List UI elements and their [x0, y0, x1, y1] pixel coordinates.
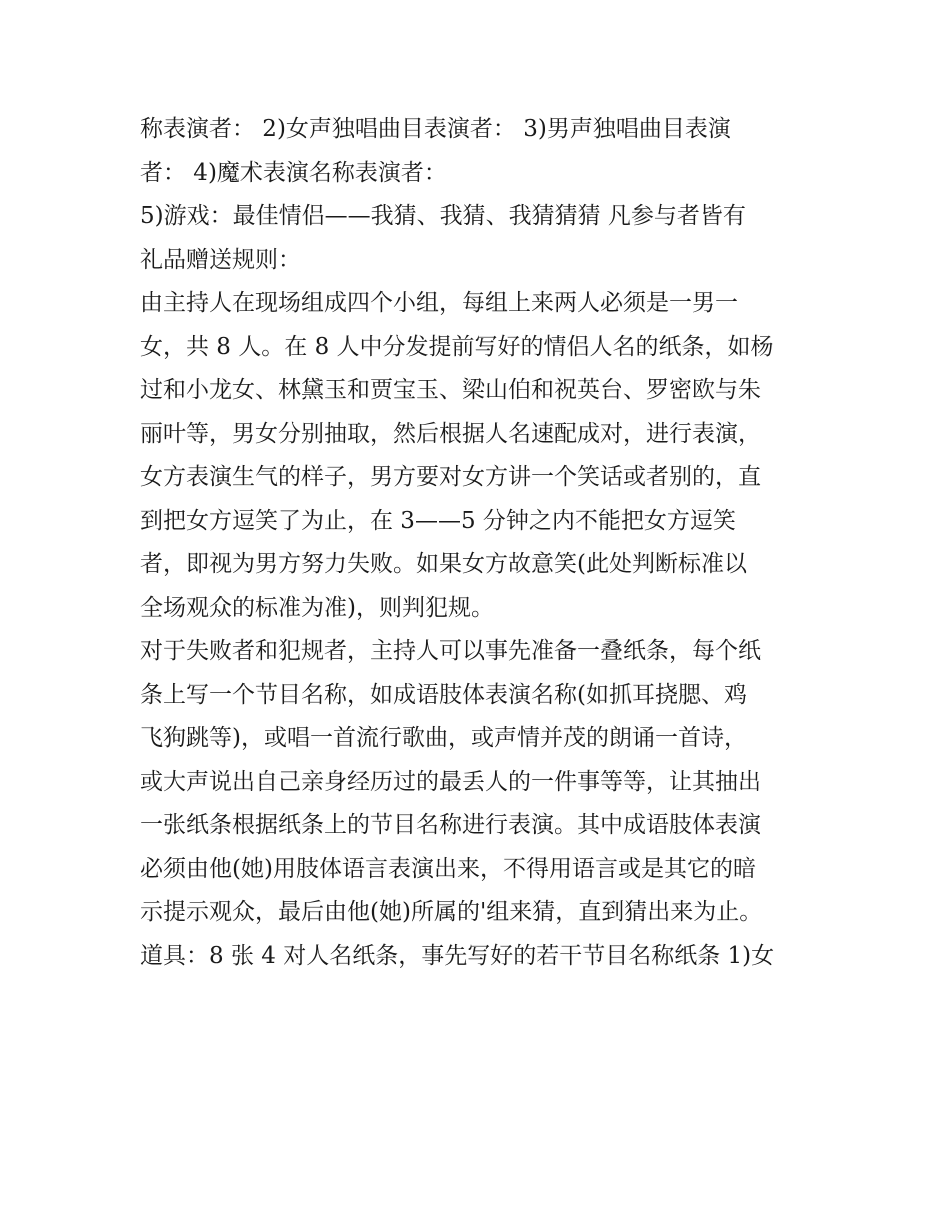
text-line: 过和小龙女、林黛玉和贾宝玉、梁山伯和祝英台、罗密欧与朱 — [140, 377, 761, 403]
text-line: 礼品赠送规则： — [140, 246, 301, 273]
text-line: 或大声说出自己亲身经历过的最丢人的一件事等等，让其抽出 — [140, 768, 761, 795]
text-line: 由主持人在现场组成四个小组，每组上来两人必须是一男一 — [140, 290, 738, 316]
body-text — [140, 108, 820, 978]
text-line: 条上写一个节目名称，如成语肢体表演名称(如抓耳挠腮、鸡 — [140, 681, 747, 708]
text-line: 全场观众的标准为准)，则判犯规。 — [140, 594, 494, 621]
text-line: 必须由他(她)用肢体语言表演出来，不得用语言或是其它的暗 — [140, 855, 756, 882]
text-line: 示提示观众，最后由他(她)所属的'组来猜，直到猜出来为止。 — [140, 899, 763, 925]
text-line: 女，共 8 人。在 8 人中分发提前写好的情侣人名的纸条，如杨 — [140, 333, 774, 360]
text-line: 者，即视为男方努力失败。如果女方故意笑(此处判断标准以 — [140, 551, 747, 577]
text-line: 一张纸条根据纸条上的节目名称进行表演。其中成语肢体表演 — [140, 812, 761, 838]
text-line: 者： 4)魔术表演名称表演者： — [140, 159, 447, 186]
text-line: 飞狗跳等)，或唱一首流行歌曲，或声情并茂的朗诵一首诗， — [140, 725, 747, 751]
text-line: 5)游戏：最佳情侣——我猜、我猜、我猜猜猜 凡参与者皆有 — [140, 203, 746, 229]
text-line: 称表演者： 2)女声独唱曲目表演者： 3)男声独唱曲目表演 — [140, 116, 731, 142]
text-line: 到把女方逗笑了为止，在 3——5 分钟之内不能把女方逗笑 — [140, 507, 736, 534]
text-line: 道具：8 张 4 对人名纸条，事先写好的若干节目名称纸条 1)女 — [140, 942, 775, 969]
text-line: 丽叶等，男女分别抽取，然后根据人名速配成对，进行表演， — [140, 420, 761, 447]
text-line: 女方表演生气的样子，男方要对女方讲一个笑话或者别的，直 — [140, 464, 761, 490]
text-line: 对于失败者和犯规者，主持人可以事先准备一叠纸条，每个纸 — [140, 638, 761, 664]
